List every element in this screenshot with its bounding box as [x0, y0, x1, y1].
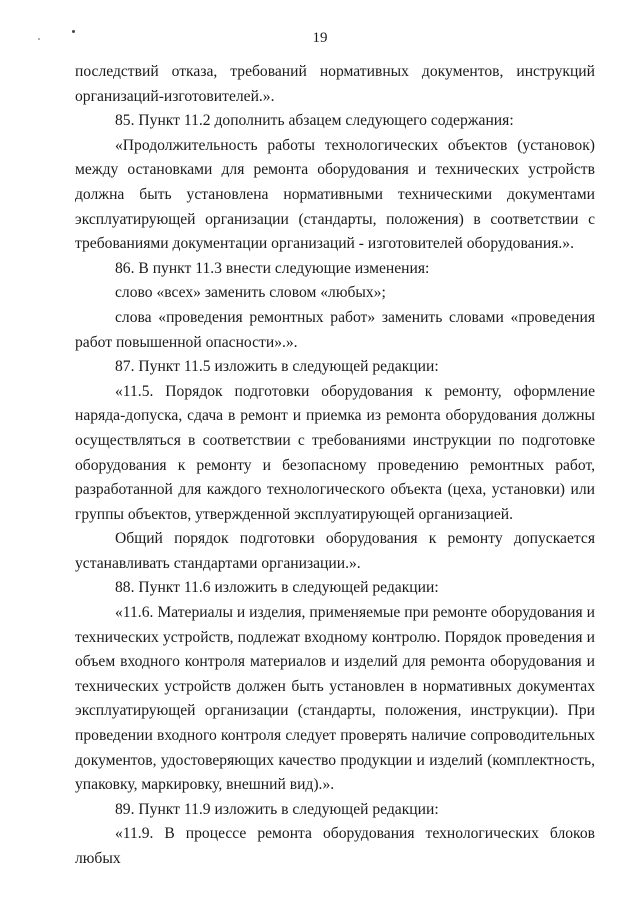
paragraph-item-88: 88. Пункт 11.6 изложить в следующей редакции: [115, 579, 439, 597]
paragraph-item-87: 87. Пункт 11.5 изложить в следующей редакции: [115, 358, 439, 376]
paragraph-quote-11-2: «Продолжительность работы технологических объектов (установок) между остановками для ремонта оборудования и технических устройств должна быть установлена нормативными техническими документами эксплуатирующей организации (стандарты, положения) в соответствии с требованиями документации организаций - изготовителей оборудования.». [75, 136, 595, 253]
paragraph-change-1: слово «всех» заменить словом «любых»; [115, 284, 386, 302]
paragraph-continuation: последствий отказа, требований нормативных документов, инструкций организаций-изготовителей.». [75, 63, 595, 105]
paragraph-quote-11-5-cont: Общий порядок подготовки оборудования к ремонту допускается устанавливать стандартами организации.». [75, 530, 595, 572]
paragraph-change-2: слова «проведения ремонтных работ» заменить словами «проведения работ повышенной опасности».». [75, 308, 595, 351]
document-body [75, 60, 595, 872]
paragraph-item-89: 89. Пункт 11.9 изложить в следующей редакции: [115, 800, 439, 818]
paragraph-quote-11-9: «11.9. В процессе ремонта оборудования технологических блоков любых [75, 825, 595, 867]
paragraph-item-85: 85. Пункт 11.2 дополнить абзацем следующего содержания: [115, 112, 514, 130]
paragraph-quote-11-5: «11.5. Порядок подготовки оборудования к ремонту, оформление наряда-допуска, сдача в ремонт и приемка из ремонта оборудования должны осуществляться в соответствии с требованиями инструкции по подготовке оборудования к ремонту и безопасному проведению ремонтных работ, разработанной для каждого технологического объекта (цеха, установки) или группы объектов, утвержденной эксплуатирующей организацией. [75, 382, 595, 523]
paragraph-quote-11-6: «11.6. Материалы и изделия, применяемые при ремонте оборудования и технических устройств, подлежат входному контролю. Порядок проведения и объем входного контроля материалов и изделий для ремонта оборудования и технических устройств должен быть установлен в нормативных документах эксплуатирующей организации (стандарты, положения, инструкции). При проведении входного контроля следует проверять наличие сопроводительных документов, удостоверяющих качество продукции и изделий (комплектность, упаковку, маркировку, внешний вид).». [75, 604, 595, 794]
paragraph-item-86: 86. В пункт 11.3 внести следующие изменения: [115, 259, 430, 277]
page-number: 19 [312, 30, 328, 46]
